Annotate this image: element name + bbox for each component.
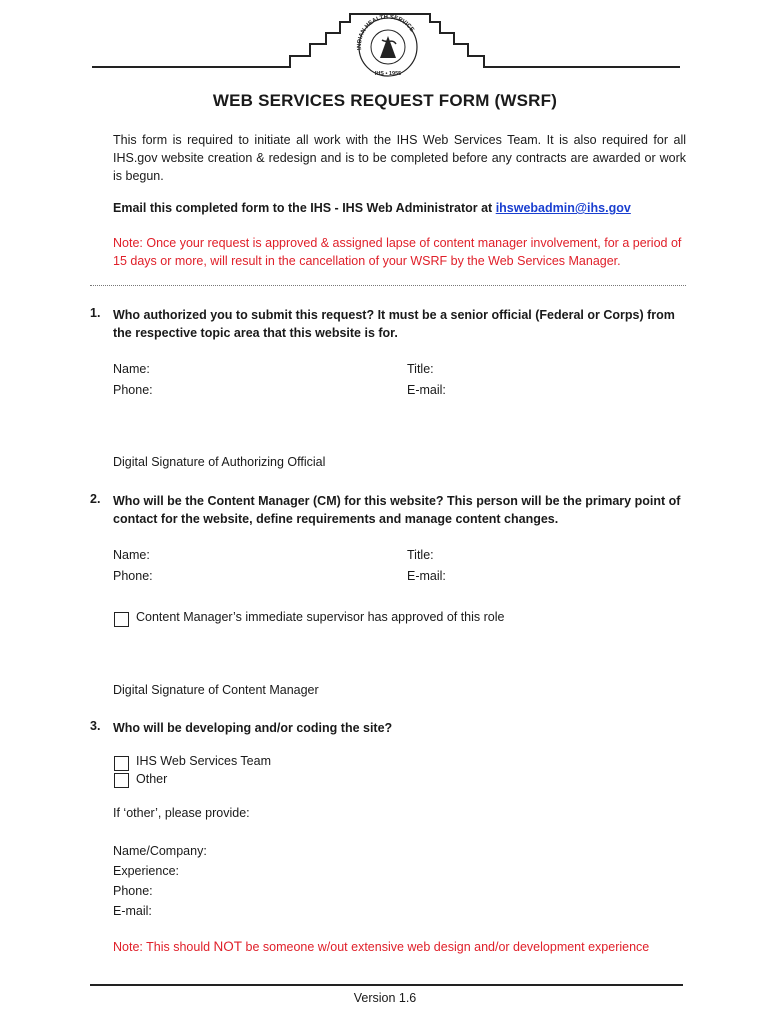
- q3-email-label[interactable]: E-mail:: [113, 904, 152, 918]
- q2-email-label[interactable]: E-mail:: [407, 569, 446, 583]
- header-graphic: [0, 0, 770, 90]
- q3-phone-label[interactable]: Phone:: [113, 884, 153, 898]
- developer-note: [113, 939, 649, 954]
- ihs-team-checkbox[interactable]: [114, 756, 129, 771]
- developer-note-emphasis: NOT: [213, 939, 243, 954]
- question-2-text: Who will be the Content Manager (CM) for this website? This person will be the primary point of contact for the website, define requirements and manage content changes.: [113, 494, 681, 526]
- q3-experience-label[interactable]: Experience:: [113, 864, 180, 878]
- intro-paragraph: This form is required to initiate all work with the IHS Web Services Team. It is also required for all IHS.gov website creation & redesign and is to be completed before any contracts are awarded or work is begun.: [113, 133, 686, 183]
- q2-signature-label[interactable]: Digital Signature of Content Manager: [113, 683, 319, 697]
- if-other-label: If ‘other’, please provide:: [113, 806, 250, 820]
- q1-signature-label[interactable]: Digital Signature of Authorizing Official: [113, 455, 326, 469]
- supervisor-approved-label: Content Manager’s immediate supervisor has approved of this role: [136, 610, 505, 624]
- other-label: Other: [136, 772, 168, 786]
- question-2-number: 2.: [90, 492, 101, 506]
- footer-divider: [90, 984, 683, 986]
- q3-name-company-label[interactable]: Name/Company:: [113, 844, 207, 858]
- other-checkbox[interactable]: [114, 773, 129, 788]
- logo-bottom-text: IHS • 1955: [374, 71, 402, 77]
- question-3-text: Who will be developing and/or coding the site?: [113, 721, 393, 735]
- supervisor-approved-checkbox[interactable]: [114, 612, 129, 627]
- question-3-number: 3.: [90, 719, 101, 733]
- question-1-number: 1.: [90, 306, 101, 320]
- developer-note-suffix: be someone w/out extensive web design and/or development experience: [242, 940, 650, 954]
- q1-title-label[interactable]: Title:: [407, 362, 434, 376]
- page-title: WEB SERVICES REQUEST FORM (WSRF): [212, 91, 558, 110]
- approval-note: Note: Once your request is approved & assigned lapse of content manager involvement, for a period of 15 days or more, will result in the cancellation of your WSRF by the Web Services Manager.: [113, 236, 682, 268]
- version-label: Version 1.6: [353, 991, 417, 1005]
- question-1-text: Who authorized you to submit this request? It must be a senior official (Federal or Corps) from the respective topic area that this website is for.: [113, 308, 675, 340]
- q1-email-label[interactable]: E-mail:: [407, 383, 446, 397]
- q1-name-label[interactable]: Name:: [113, 362, 150, 376]
- developer-note-prefix: Note: This should: [113, 940, 214, 954]
- ihs-team-label: IHS Web Services Team: [136, 754, 272, 768]
- logo-ring-text: INDIAN HEALTH SERVICE: [356, 14, 415, 51]
- dotted-divider: [90, 285, 686, 286]
- email-instruction-text: Email this completed form to the IHS - IHS Web Administrator at: [113, 201, 496, 215]
- email-link[interactable]: ihswebadmin@ihs.gov: [495, 201, 631, 215]
- ihs-seal-logo: [357, 15, 417, 77]
- q1-phone-label[interactable]: Phone:: [113, 383, 153, 397]
- q2-phone-label[interactable]: Phone:: [113, 569, 153, 583]
- email-instruction: [113, 201, 631, 215]
- q2-title-label[interactable]: Title:: [407, 548, 434, 562]
- q2-name-label[interactable]: Name:: [113, 548, 150, 562]
